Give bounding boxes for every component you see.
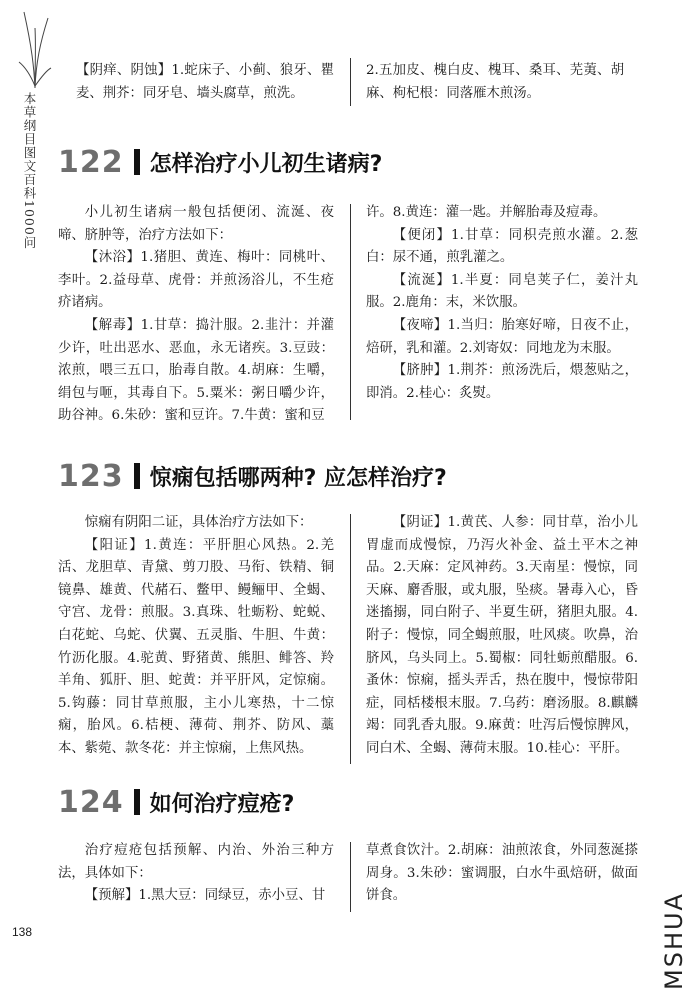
paragraph: 【阳证】1.黄连：平肝胆心风热。2.羌活、龙胆草、青黛、剪刀股、马衔、铁精、铜镜鼻、雄黄、代赭石、鳖甲、鳗鲡甲、全蝎、守宫、龙骨：煎服。3.真珠、牡蛎粉、蛇蜕、白花蛇、乌蛇、伏翼、五灵脂、牛胆、牛黄：竹沥化服。4.驼黄、野猪黄、熊胆、鲱答、羚羊角、狐肝、胆、蛇黄：并平肝风，定惊痫。5.钩藤：同甘草煎服，主小儿寒热，十二惊痫，胎风。6.桔梗、薄荷、荆芥、防风、藁本、紫菀、款冬花：并主惊痫，上焦风热。 bbox=[58, 537, 334, 756]
page-number: 138 bbox=[12, 925, 33, 939]
section-left-column bbox=[58, 512, 334, 761]
section-heading bbox=[58, 142, 382, 182]
paragraph: 【阴痒、阴蚀】1.蛇床子、小蓟、狼牙、瞿麦、荆芥：同牙皂、墙头腐草，煎洗。 bbox=[76, 63, 334, 101]
section-heading bbox=[58, 456, 447, 496]
paragraph: 【脐肿】1.荆芥：煎汤洗后，煨葱贴之，即消。2.桂心：炙熨。 bbox=[366, 363, 638, 401]
section-title: 怎样治疗小儿初生诸病? bbox=[149, 151, 383, 177]
heading-bar bbox=[134, 463, 140, 489]
section-number: 123 bbox=[58, 458, 124, 494]
section-title: 惊痫包括哪两种? 应怎样治疗? bbox=[149, 465, 447, 491]
section-left-column bbox=[58, 202, 334, 428]
section-left-column bbox=[58, 840, 334, 908]
section-number: 124 bbox=[58, 784, 124, 820]
section-heading bbox=[58, 782, 294, 822]
paragraph: 【夜啼】1.当归：胎寒好啼，日夜不止，焙研，乳和灌。2.刘寄奴：同地龙为末服。 bbox=[366, 317, 638, 356]
watermark-text: MSHUA bbox=[660, 892, 688, 990]
section-right-column bbox=[366, 840, 638, 908]
paragraph: 【便闭】1.甘草：同枳壳煎水灌。2.葱白：尿不通，煎乳灌之。 bbox=[366, 227, 638, 266]
column-divider bbox=[350, 58, 351, 106]
section-right-column bbox=[366, 202, 638, 405]
column-divider bbox=[350, 204, 351, 420]
column-divider bbox=[350, 514, 351, 764]
paragraph: 惊痫有阴阳二证，具体治疗方法如下： bbox=[84, 515, 313, 530]
paragraph: 【阴证】1.黄芪、人参：同甘草，治小儿胃虚而成慢惊，乃泻火补金、益土平木之神品。2.天麻：定风神药。3.天南星：慢惊，同天麻、麝香服，或丸服，坠痰。暑毒入心，昏迷搐搦，同白附子、半夏生研，猪胆丸服。4.附子：慢惊，同全蝎煎服，吐风痰。吹鼻，治脐风，乌头同上。5.蜀椒：同牡蛎煎醋服。6.蚤休：惊痫，摇头弄舌，热在腹中，慢惊带阳症，同栝楼根末服。7.乌药：磨汤服。8.麒麟竭：同乳香丸服。9.麻黄：吐泻后慢惊脾风，同白术、全蝎、薄荷末服。10.桂心：平肝。 bbox=[366, 515, 638, 756]
paragraph: 草煮食饮汁。2.胡麻：油煎浓食，外同葱涎搽周身。3.朱砂：蜜调服，白水牛虱焙研，做面饼食。 bbox=[366, 843, 638, 904]
paragraph: 治疗痘疮包括预解、内治、外治三种方法，具体如下： bbox=[58, 843, 334, 881]
section-number: 122 bbox=[58, 144, 124, 180]
section-title: 如何治疗痘疮? bbox=[149, 791, 295, 817]
column-divider bbox=[350, 842, 351, 912]
heading-bar bbox=[134, 789, 140, 815]
paragraph: 【预解】1.黑大豆：同绿豆，赤小豆、甘 bbox=[84, 888, 326, 904]
top-right-column bbox=[366, 60, 624, 105]
book-side-title: 本草纲目图文百科1000问 bbox=[22, 92, 37, 250]
heading-bar bbox=[134, 149, 140, 175]
grass-decoration-icon bbox=[18, 8, 52, 88]
section-right-column bbox=[366, 512, 638, 761]
paragraph: 小儿初生诸病一般包括便闭、流涎、夜啼、脐肿等，治疗方法如下： bbox=[58, 205, 334, 243]
top-left-column bbox=[76, 60, 334, 105]
paragraph: 【流涎】1.半夏：同皂荚子仁，姜汁丸服。2.鹿角：末，米饮服。 bbox=[366, 272, 638, 311]
paragraph: 【解毒】1.甘草：捣汁服。2.韭汁：并灌少许，吐出恶水、恶血，永无诸疾。3.豆豉：浓煎，喂三五口，胎毒自散。4.胡麻：生嚼，绢包与咂，其毒自下。5.粟米：粥日嚼少许，助谷神。6.朱砂：蜜和豆许。7.牛黄：蜜和豆 bbox=[58, 317, 334, 424]
paragraph: 许。8.黄连：灌一匙。并解胎毒及痘毒。 bbox=[366, 205, 607, 220]
paragraph: 【沐浴】1.猪胆、黄连、梅叶：同桃叶、李叶。2.益母草、虎骨：并煎汤浴儿，不生疮疥诸病。 bbox=[58, 250, 334, 311]
paragraph: 2.五加皮、槐白皮、槐耳、桑耳、芜荑、胡麻、枸杞根：同落雁木煎汤。 bbox=[366, 63, 624, 101]
